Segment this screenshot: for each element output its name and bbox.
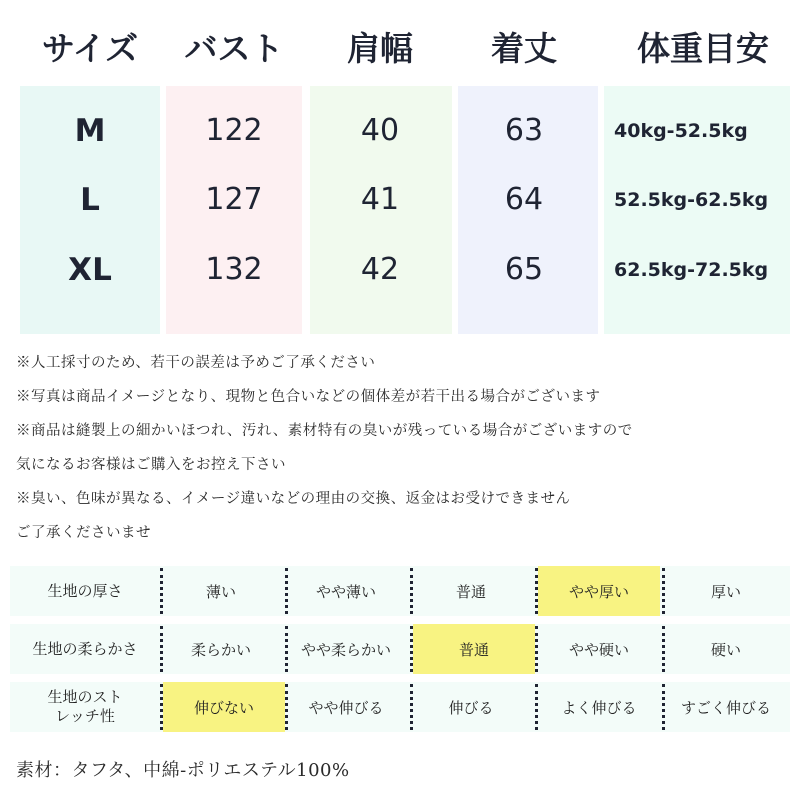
row-xl-size: XL (68, 252, 112, 288)
rating-option: やや柔らかい (300, 640, 391, 659)
rating-label (10, 682, 160, 732)
row-m-weight: 40kg-52.5kg (614, 120, 748, 142)
note-line: ※商品は縫製上の細かいほつれ、汚れ、素材特有の臭いが残っている場合がございますので (16, 423, 633, 439)
rating-option: やや伸びる (308, 698, 384, 717)
row-xl-bust: 132 (205, 252, 263, 287)
header-bust: バスト (184, 29, 284, 68)
row-xl-shoulder: 42 (360, 252, 400, 287)
row-xl-weight: 62.5kg-72.5kg (614, 259, 769, 281)
note-line: 気になるお客様はご購入をお控え下さい (16, 457, 286, 473)
rating-option: やや硬い (568, 640, 629, 659)
rating-option: 普通 (455, 582, 486, 601)
row-m-shoulder: 40 (360, 113, 400, 148)
rating-row-thickness (10, 566, 790, 616)
row-m-size: M (74, 113, 106, 149)
row-m-bust: 122 (205, 113, 263, 148)
note-line: ご了承くださいませ (16, 525, 151, 541)
rating-option: 柔らかい (190, 640, 251, 659)
rating-row-softness (10, 624, 790, 674)
rating-label-text: 生地のスト レッチ性 (47, 688, 123, 725)
rating-option-selected: 伸びない (163, 682, 285, 732)
rating-row-stretch (10, 682, 790, 732)
rating-option: すごく伸びる (680, 698, 771, 717)
material-text: 素材：タフタ、中綿-ポリエステル100% (16, 760, 350, 781)
header-size: サイズ (41, 29, 139, 68)
row-m-length: 63 (504, 113, 544, 148)
header-length: 着丈 (491, 29, 557, 68)
rating-option: 薄い (205, 582, 236, 601)
rating-option: 厚い (710, 582, 741, 601)
note-line: ※写真は商品イメージとなり、現物と色合いなどの個体差が若干出る場合がございます (16, 389, 601, 405)
rating-option: やや薄い (315, 582, 376, 601)
rating-label: 生地の柔らかさ (32, 639, 138, 658)
rating-option: よく伸びる (561, 698, 637, 717)
row-l-bust: 127 (205, 182, 263, 217)
rating-option: 硬い (710, 640, 741, 659)
note-line: ※臭い、色味が異なる、イメージ違いなどの理由の交換、返金はお受けできません (16, 491, 571, 507)
rating-option-selected: 普通 (413, 624, 535, 674)
row-l-length: 64 (504, 182, 544, 217)
header-shoulder: 肩幅 (347, 29, 413, 68)
note-line: ※人工採寸のため、若干の誤差は予めご了承ください (16, 355, 376, 371)
row-l-weight: 52.5kg-62.5kg (614, 189, 769, 211)
row-l-shoulder: 41 (360, 182, 400, 217)
row-xl-length: 65 (504, 252, 544, 287)
header-weight: 体重目安 (637, 29, 769, 68)
notes-section (16, 346, 796, 550)
rating-option: 伸びる (448, 698, 494, 717)
rating-option-selected: やや厚い (538, 566, 660, 616)
row-l-size: L (80, 182, 100, 218)
rating-label: 生地の厚さ (47, 581, 123, 600)
